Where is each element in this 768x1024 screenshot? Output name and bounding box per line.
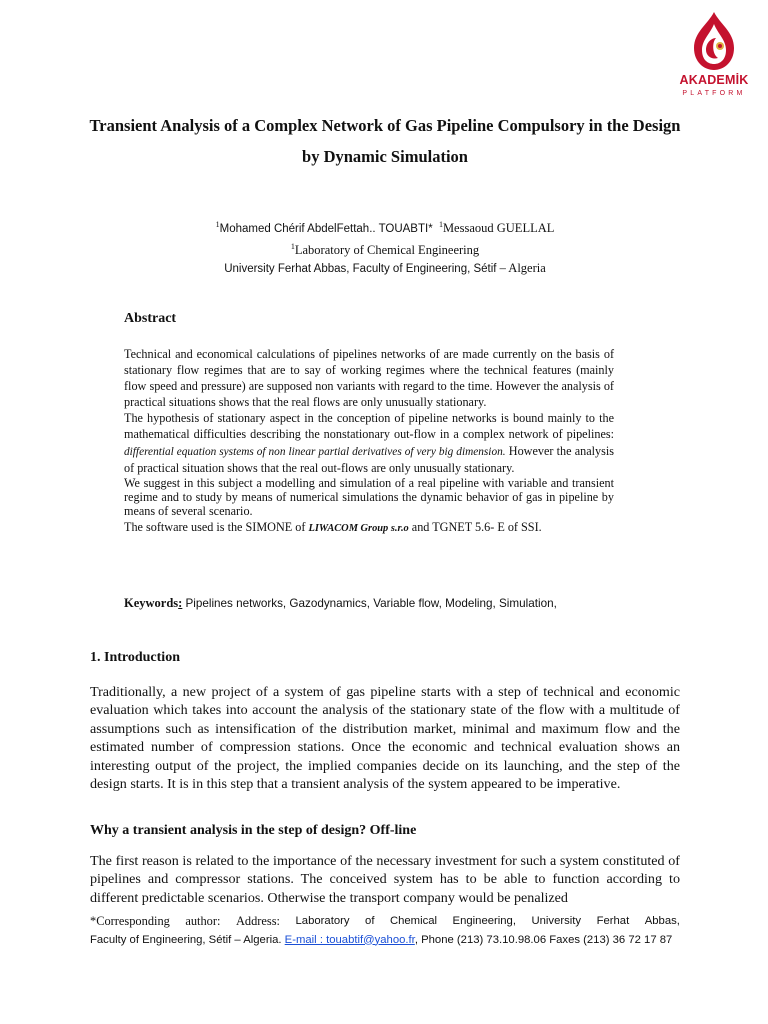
body-paragraph: The first reason is related to the importance of the necessary investment for such a system constituted of pipelines and compressor stations. The conceived system has to be able to function according to different predictable scenarios. Otherwise the transport company would be penalized — [90, 853, 680, 906]
paper-title: Transient Analysis of a Complex Network of Gas Pipeline Compulsory in the Design by Dynamic Simulation — [89, 116, 681, 166]
abstract-body — [124, 346, 614, 537]
footnote-word: author: — [185, 914, 221, 928]
university-name: University Ferhat Abbas, Faculty of Engineering, Sétif — [224, 263, 497, 276]
affiliation-university — [100, 259, 670, 278]
footnote-contact: , Phone (213) 73.10.98.06 Faxes (213) 36 72 17 87 — [414, 933, 673, 946]
keywords — [124, 596, 557, 611]
footnote-word: Ferhat — [596, 915, 630, 927]
keywords-label: Keywords — [124, 596, 179, 610]
abstract-paragraph: Technical and economical calculations of pipelines networks of are made currently on the basis of stationary flow regimes that are to say of working regimes where the technical features (mainly flow speed and pressure) are supposed non variants with regard to the time. However the analysis of practical situations shows that the real flows are only unusually stationary. — [124, 347, 614, 410]
footnote-line-2 — [90, 931, 680, 950]
affil-sup: 1 — [215, 220, 220, 229]
abstract-paragraph — [124, 519, 614, 537]
abstract-paragraph: We suggest in this subject a modelling and simulation of a real pipeline with variable and transient regime and to study by means of numerical simulations the dynamic behavior of gas in pipeline by means of several scenario. — [124, 475, 614, 519]
lab-name: Laboratory of Chemical Engineering — [294, 243, 480, 258]
abstract-text: The software used is the SIMONE of — [124, 519, 306, 534]
footnote-address: Faculty of Engineering, Sétif – Algeria. — [90, 933, 282, 946]
footnote-word: Address: — [235, 914, 281, 928]
abstract-text: and TGNET 5.6- E of SSI. — [411, 519, 542, 534]
footnote-word: Laboratory — [295, 915, 350, 927]
abstract-text: However the analysis of practical situation shows that the real out-flows are only unusually stationary. — [124, 443, 615, 475]
author-2: Messaoud GUELLAL — [442, 221, 555, 236]
email-link[interactable]: E-mail : touabtif@yahoo.fr — [284, 933, 415, 946]
author-1: Mohamed Chérif AbdelFettah.. TOUABTI* — [219, 223, 433, 236]
affil-sup: 1 — [438, 220, 443, 229]
intro-body — [90, 683, 680, 793]
footnote-word: Chemical — [389, 915, 438, 927]
abstract-italic-text: differential equation systems of non linear partial derivatives of very big dimension. — [124, 445, 506, 458]
abstract-heading: Abstract — [124, 311, 177, 326]
affil-sup: 1 — [290, 242, 295, 252]
footnote-word: University — [531, 915, 582, 927]
keywords-text: Pipelines networks, Gazodynamics, Variable flow, Modeling, Simulation, — [185, 597, 557, 610]
footnote-word: of — [365, 915, 375, 927]
logo-subtitle: PLATFORM — [682, 90, 746, 97]
author-block — [100, 216, 670, 278]
akademik-logo — [676, 10, 752, 102]
author-line — [100, 216, 670, 238]
abstract-paragraph — [124, 410, 614, 475]
flame-crescent-icon — [682, 10, 746, 72]
footnote-word: *Corresponding — [90, 914, 170, 928]
why-body — [90, 852, 680, 907]
footnote-line-1 — [90, 912, 680, 931]
footnote-word: Engineering, — [452, 915, 516, 927]
footnote-word: Abbas, — [644, 915, 680, 927]
affiliation-lab — [100, 238, 670, 259]
section-heading: 1. Introduction — [90, 650, 180, 665]
keywords-colon: : — [178, 596, 183, 610]
body-paragraph: Traditionally, a new project of a system of gas pipeline starts with a step of technical and economic evaluation which takes into account the analysis of the stationary state of the flow with a multitude of assumptions such as intensification of the distribution market, minimal and maximum flow and the estimated number of compression stations. Once the economic and technical evaluation shows an interesting output of the project, the implied companies decide on its launching, and the step of the design starts. It is in this step that a transient analysis of the system appeared to be imperative. — [90, 684, 680, 793]
subsection-heading: Why a transient analysis in the step of design? Off-line — [90, 823, 417, 838]
abstract-text: The hypothesis of stationary aspect in the conception of pipeline networks is bound mainly to the mathematical difficulties describing the nonstationary out-flow in a complex network of pipelines: — [124, 411, 614, 442]
footnote — [90, 912, 680, 949]
software-company: LIWACOM Group s.r.o — [308, 522, 409, 534]
logo-name: AKADEMİK — [679, 73, 749, 87]
country: – Algeria — [499, 261, 546, 276]
